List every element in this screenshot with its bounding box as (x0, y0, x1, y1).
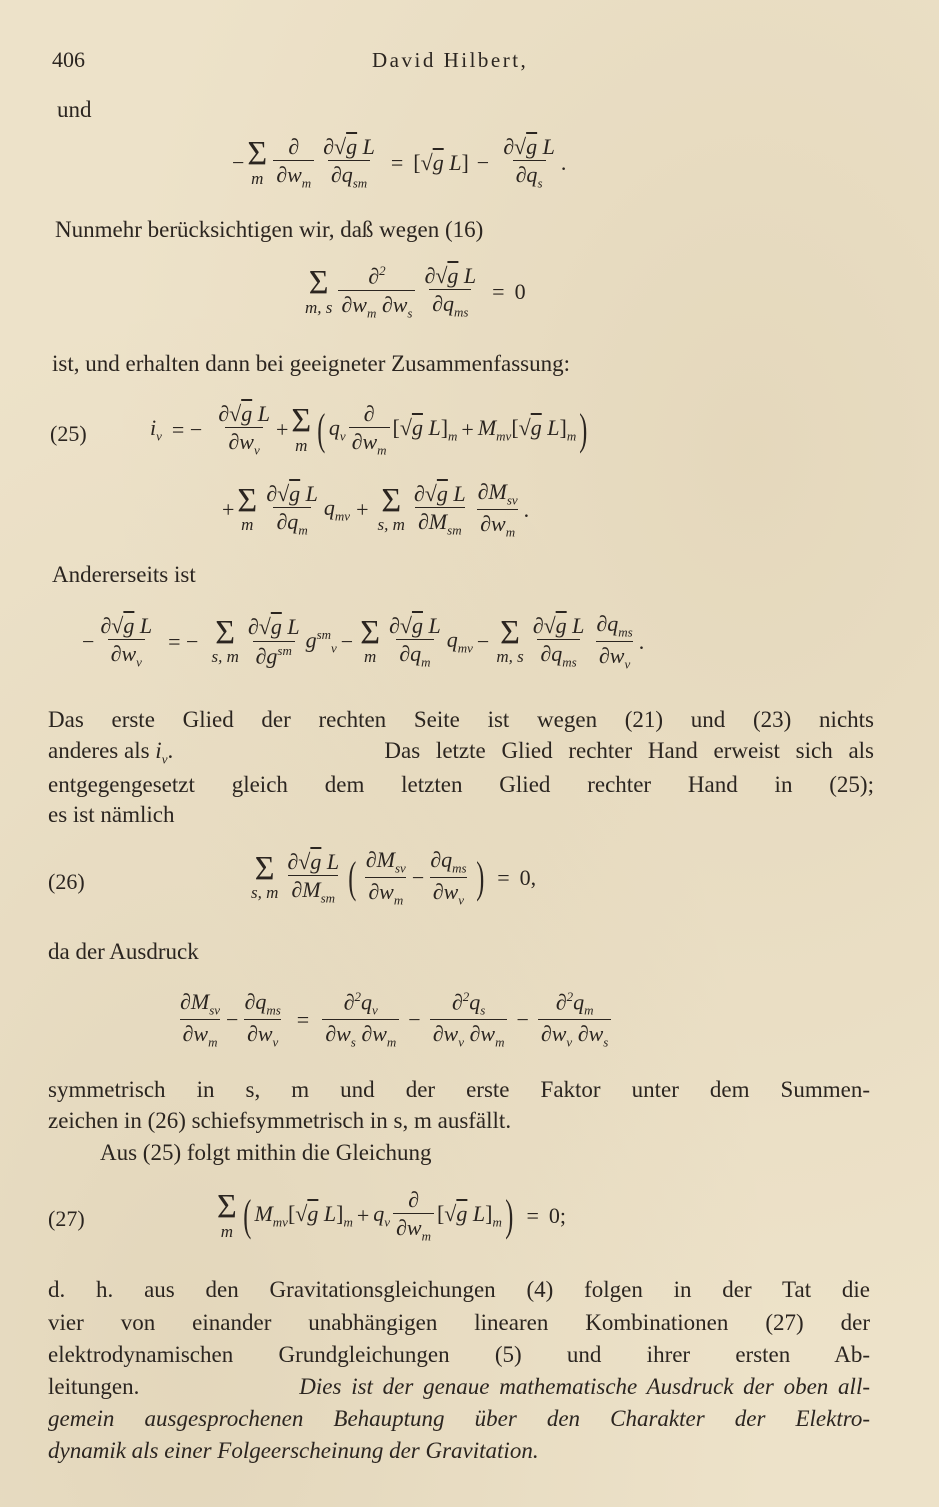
text-erste-glied-2-start: anderes als $i_\nu$. Das letzte Glied rechter Hand erweist sich als (48, 738, 874, 767)
equation-number-26: (26) (48, 869, 85, 894)
equation-number-25: (25) (50, 421, 87, 446)
text-andererseits: Andererseits ist (52, 562, 196, 587)
text-da-der: da der Ausdruck (48, 939, 199, 964)
symbol-i-nu: $i_\nu$ (155, 738, 168, 767)
equation-26: Σ s, m $\frac{\text{∂√g L}}{\partial M_{sm}}$ ( $\frac{\partial M_{s\nu}}{\partial w_m}$ − $\frac{\partial q_{ms}}{\partial w_\nu}$ ) = 0, (251, 847, 537, 908)
text-ist-und: ist, und erhalten dann bei geeigneter Zusammenfassung: (52, 351, 570, 376)
equation-3: − $\frac{\text{∂√g L}}{\partial w_\nu}$ = − Σ s, m $\frac{\text{∂√g L}}{\partial g^{sm}}$ $g^{sm}_\nu$ − Σ m $\frac{\text{∂√g L}}{\partial q_m}$ $q_{m\nu}$ − Σ m, s $\frac{\text{∂√g L}}{\partial q_{ms}}$ $\frac{\partial q_{ms}}{\partial w_\nu}$ . (82, 611, 645, 672)
text-dh-5: gemein ausgesprochenen Behauptung über den Charakter der Elektro- (48, 1406, 870, 1431)
equation-25-line-1: $i_\nu$ = − $\frac{\text{∂√g L}}{\partial w_\nu}$ + Σ m ( $q_\nu$ $\frac{\partial}{\partial w_m}$ [√g $L]_m$ + $M_{m\nu}$ [√g $L]_m$ ) (150, 401, 588, 458)
page-number: 406 (52, 47, 85, 72)
text-symm-2: zeichen in (26) schiefsymmetrisch in s, m ausfällt. (48, 1108, 512, 1133)
equation-2: Σ m, s $\frac{\partial^2}{\partial w_m \partial w_s}$ $\frac{\text{∂√g L}}{\partial q_{ms}}$ = 0 (305, 263, 526, 320)
text-erste-glied-1: Das erste Glied der rechten Seite ist wegen (21) und (23) nichts (48, 707, 874, 732)
text-erste-glied-3: entgegengesetzt gleich dem letzten Glied rechter Hand in (25); (48, 772, 874, 797)
text-dh-6: dynamik als einer Folgeerscheinung der Gravitation. (48, 1438, 539, 1463)
text-letzte-glied: Das letzte Glied rechter Hand erweist sich als (384, 738, 874, 763)
text-dh-3: elektrodynamischen Grundgleichungen (5) und ihrer ersten Ab- (48, 1342, 870, 1367)
text-erste-glied-4: es ist nämlich (48, 802, 175, 827)
text-dh-1: d. h. aus den Gravitationsgleichungen (4) folgen in der Tat die (48, 1277, 870, 1302)
text-leitungen: leitungen. (48, 1374, 140, 1399)
equation-1: − Σ m $\frac{\partial}{\partial w_m}$ $\frac{\text{∂√g L}}{\partial q_{sm}}$ = [√g L] − $\frac{\text{∂√g L}}{\partial q_s}$ . (232, 134, 567, 191)
text-dh-2: vier von einander unabhängigen linearen Kombinationen (27) der (48, 1310, 870, 1335)
text-symm-1: symmetrisch in s, m und der erste Faktor unter dem Summen- (48, 1077, 870, 1102)
equation-25-line-2: + Σ m $\frac{\text{∂√g L}}{\partial q_m}$ $q_{m\nu}$ + Σ s, m $\frac{\text{∂√g L}}{\partial M_{sm}}$ $\frac{\partial M_{s\nu}}{\partial w_m}$ . (222, 479, 530, 540)
text-anderes-als: anderes als (48, 738, 150, 763)
equation-number-27: (27) (48, 1206, 85, 1231)
running-title: David Hilbert, (372, 48, 529, 72)
text-und: und (57, 97, 92, 122)
text-dies-ist: Dies ist der genaue mathematische Ausdruck der oben all- (299, 1374, 870, 1399)
equation-4: $\frac{\partial M_{s\nu}}{\partial w_m}$ − $\frac{\partial q_{ms}}{\partial w_\nu}$ = $\frac{\partial^2q_\nu}{\partial w_s \partial w_m}$ − $\frac{\partial^2q_s}{\partial w_\nu \partial w_m}$ − $\frac{\partial^2q_m}{\partial w_\nu \partial w_s}$ (174, 990, 614, 1050)
text-aus-25: Aus (25) folgt mithin die Gleichung (100, 1140, 432, 1165)
text-nunmehr: Nunmehr berücksichtigen wir, daß wegen (16) (55, 217, 484, 242)
equation-27: Σ m ( $M_{m\nu}$ [√g $L]_m$ + $q_\nu$ $\frac{\partial}{\partial w_m}$ [√g $L]_m$ ) = 0; (217, 1187, 567, 1244)
text-dh-4 (48, 1375, 870, 1398)
